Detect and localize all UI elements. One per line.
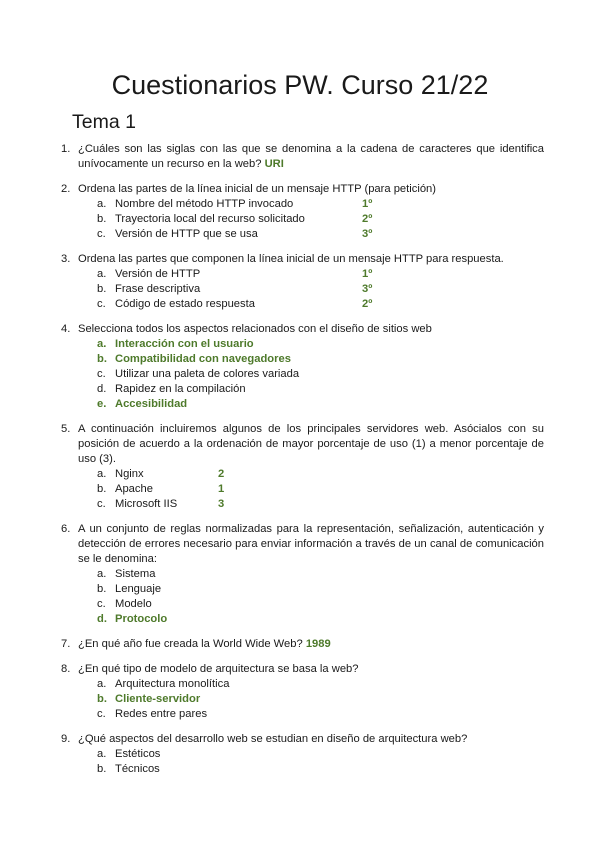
answer: 3º xyxy=(362,283,373,295)
option: a. Estéticos xyxy=(97,748,161,760)
answer: 3º xyxy=(362,228,373,240)
answer: 2 xyxy=(218,468,225,480)
question-9 xyxy=(50,732,544,777)
answer: 1º xyxy=(362,198,373,210)
answer: URI xyxy=(264,158,284,170)
option: b. Técnicos xyxy=(97,763,160,775)
question-number: 8. xyxy=(61,663,71,675)
option: c. Microsoft IIS 3 xyxy=(97,498,225,510)
option-correct: b. Cliente-servidor xyxy=(97,693,201,705)
question-4 xyxy=(50,322,544,412)
option: c. Redes entre pares xyxy=(97,708,208,720)
option: d. Rapidez en la compilación xyxy=(97,383,246,395)
question-number: 1. xyxy=(61,143,71,155)
question-text: Ordena las partes de la línea inicial de un mensaje HTTP (para petición) xyxy=(78,183,436,195)
option-correct: b. Compatibilidad con navegadores xyxy=(97,353,291,365)
option: b. Apache 1 xyxy=(97,483,225,495)
option-list xyxy=(78,567,544,627)
question-number: 7. xyxy=(61,638,71,650)
section-title: Tema 1 xyxy=(72,111,136,133)
answer: 2º xyxy=(362,298,373,310)
question-text: ¿Qué aspectos del desarrollo web se estudian en diseño de arquitectura web? xyxy=(78,733,468,745)
answer: 3 xyxy=(218,498,225,510)
question-number: 5. xyxy=(61,423,71,435)
option-correct: a. Interacción con el usuario xyxy=(97,338,254,350)
option: a. Arquitectura monolítica xyxy=(97,678,230,690)
question-6 xyxy=(50,522,544,627)
option-list xyxy=(78,197,544,242)
option-list xyxy=(78,747,544,777)
answer: 1º xyxy=(362,268,373,280)
question-5 xyxy=(50,422,544,512)
question-list xyxy=(50,142,544,787)
answer: 1 xyxy=(218,483,225,495)
question-text: A un conjunto de reglas normalizadas para la representación, señalización, autenticación y detección de errores necesario para enviar información a través de un canal de comunicación se le denomina: xyxy=(78,523,544,565)
question-text: Ordena las partes que componen la línea inicial de un mensaje HTTP para respuesta. xyxy=(78,253,504,265)
option: c. Utilizar una paleta de colores variada xyxy=(97,368,300,380)
question-number: 3. xyxy=(61,253,71,265)
option: a. Nombre del método HTTP invocado 1º xyxy=(97,198,373,210)
question-7 xyxy=(50,637,544,652)
question-number: 9. xyxy=(61,733,71,745)
page-title: Cuestionarios PW. Curso 21/22 xyxy=(111,70,489,100)
question-text: ¿En qué tipo de modelo de arquitectura se basa la web? xyxy=(78,663,359,675)
option-correct: d. Protocolo xyxy=(97,613,168,625)
question-number: 2. xyxy=(61,183,71,195)
question-3 xyxy=(50,252,544,312)
option: b. Frase descriptiva 3º xyxy=(97,283,373,295)
option-list xyxy=(78,467,544,512)
question-text: ¿En qué año fue creada la World Wide Web? 1989 xyxy=(78,638,331,650)
question-text: ¿Cuáles son las siglas con las que se denomina a la cadena de caracteres que identifica unívocamente un recurso en la web? URI xyxy=(78,143,544,170)
option: a. Sistema xyxy=(97,568,156,580)
option: c. Código de estado respuesta 2º xyxy=(97,298,373,310)
option: b. Trayectoria local del recurso solicitado 2º xyxy=(97,213,373,225)
option: c. Modelo xyxy=(97,598,152,610)
question-8 xyxy=(50,662,544,722)
question-1 xyxy=(50,142,544,172)
question-text: A continuación incluiremos algunos de los principales servidores web. Asócialos con su posición de acuerdo a la ordenación de mayor porcentaje de uso (1) a menor porcentaje de uso (3). xyxy=(78,423,544,465)
option: c. Versión de HTTP que se usa 3º xyxy=(97,228,373,240)
option: b. Lenguaje xyxy=(97,583,162,595)
option: a. Versión de HTTP 1º xyxy=(97,268,373,280)
question-number: 6. xyxy=(61,523,71,535)
question-text: Selecciona todos los aspectos relacionados con el diseño de sitios web xyxy=(78,323,432,335)
option-list xyxy=(78,337,544,412)
option-correct: e. Accesibilidad xyxy=(97,398,188,410)
option-list xyxy=(78,267,544,312)
question-number: 4. xyxy=(61,323,71,335)
question-2 xyxy=(50,182,544,242)
answer: 2º xyxy=(362,213,373,225)
answer: 1989 xyxy=(305,638,331,650)
option-list xyxy=(78,677,544,722)
option: a. Nginx 2 xyxy=(97,468,225,480)
